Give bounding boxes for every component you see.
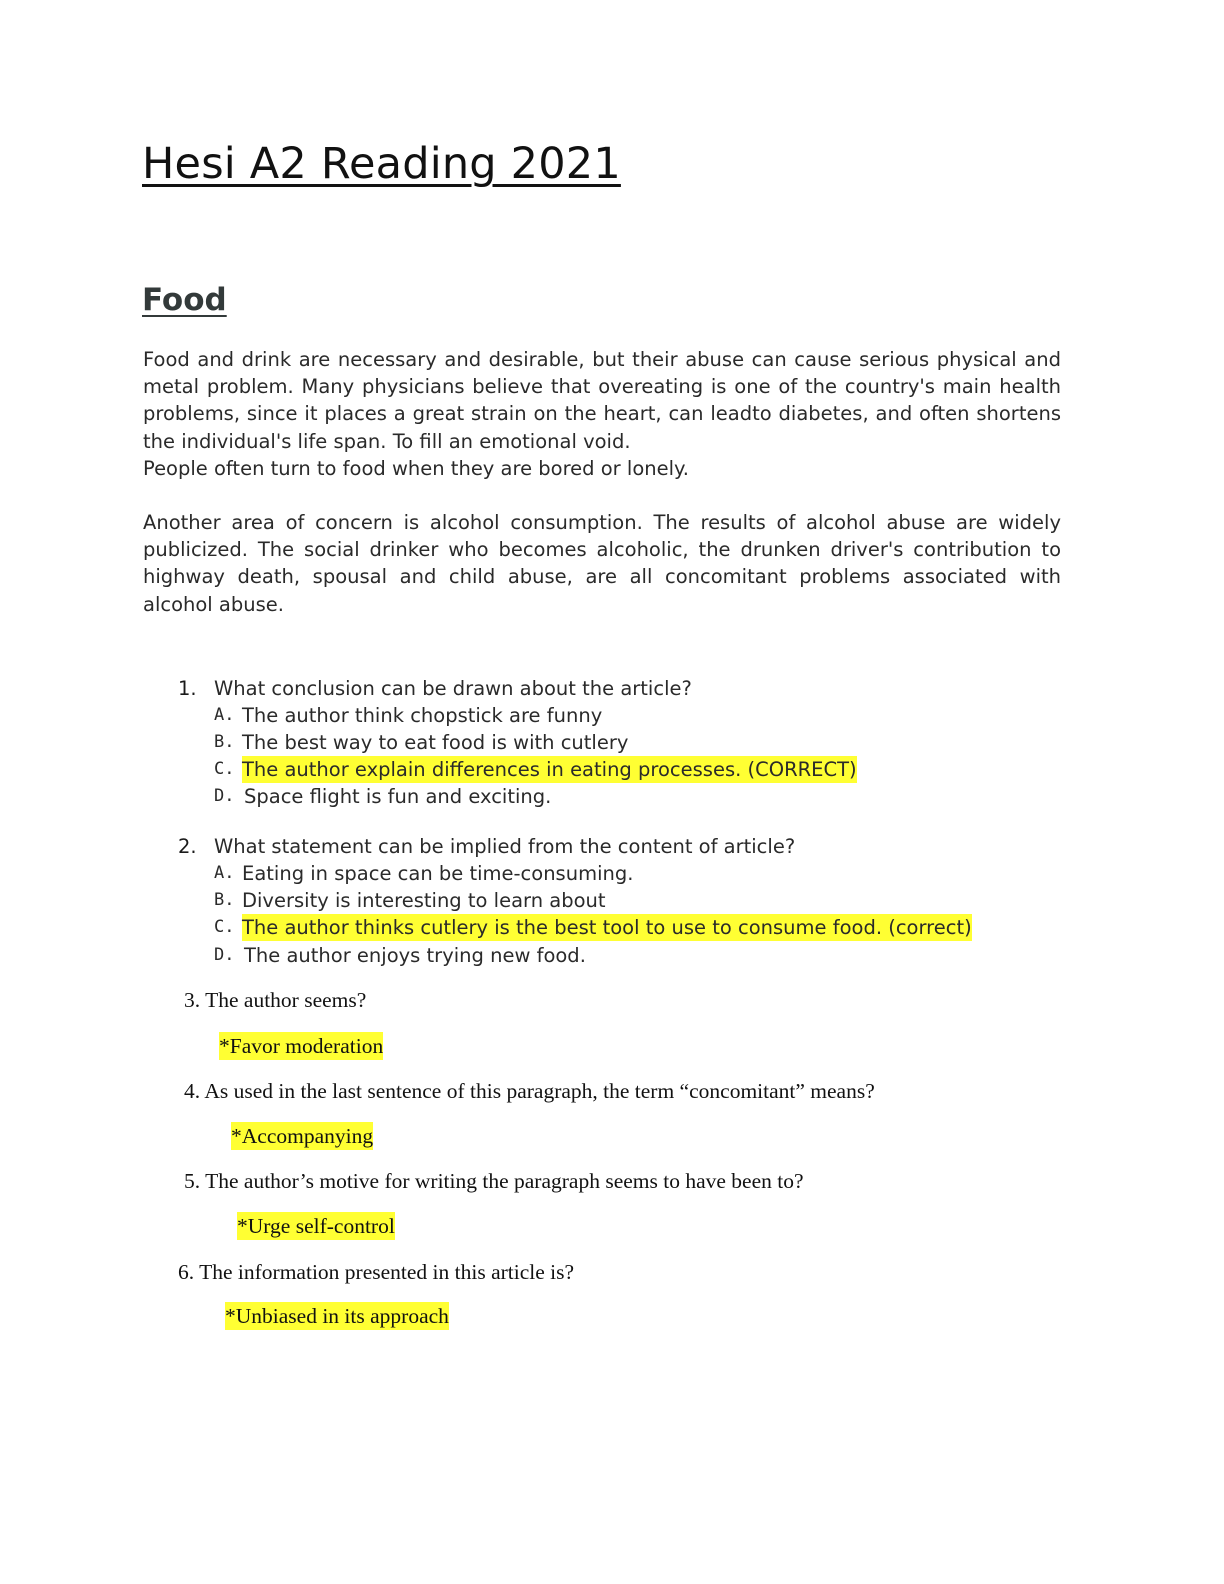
option-letter: C. [214, 917, 235, 937]
short-question: 6. The information presented in this article is? [178, 1260, 575, 1284]
option-text: Eating in space can be time-consuming. [242, 862, 634, 885]
option-letter: B. [214, 890, 235, 910]
option-text: The best way to eat food is with cutlery [242, 731, 629, 754]
question-text: What statement can be implied from the content of article? [214, 835, 796, 858]
option-text: Space flight is fun and exciting. [244, 785, 552, 808]
section-heading-food: Food [142, 282, 227, 318]
option-text-correct: The author thinks cutlery is the best tool to use to consume food. (correct) [242, 914, 972, 941]
option-letter: D. [214, 786, 235, 806]
short-answer: *Unbiased in its approach [225, 1304, 449, 1328]
option-letter: B. [214, 732, 235, 752]
paragraph-food-drink: Food and drink are necessary and desirable, but their abuse can cause serious physical and metal problem. Many physicians believe that overeating is one of the country's main health problems, since it places a great strain on the heart, can leadto diabetes, and often shortens the individual's life span. To fill an emotional void. [143, 348, 1061, 453]
document-title: Hesi A2 Reading 2021 [142, 139, 621, 189]
option-letter: D. [214, 945, 235, 965]
option-text: The author think chopstick are funny [242, 704, 603, 727]
short-question: 3. The author seems? [184, 988, 367, 1012]
short-answer: *Favor moderation [219, 1034, 384, 1058]
paragraph-alcohol: Another area of concern is alcohol consumption. The results of alcohol abuse are widely publicized. The social drinker who becomes alcoholic, the drunken driver's contribution to highway death, spousal and child abuse, are all concomitant problems associated with alcohol abuse. [143, 511, 1061, 616]
question-number: 1. [178, 677, 197, 700]
option-letter: A. [214, 705, 235, 725]
short-answer: *Urge self-control [237, 1214, 395, 1238]
option-text: The author enjoys trying new food. [244, 944, 586, 967]
short-question: 5. The author’s motive for writing the paragraph seems to have been to? [184, 1169, 804, 1193]
option-letter: C. [214, 759, 235, 779]
question-text: What conclusion can be drawn about the article? [214, 677, 692, 700]
short-answer: *Accompanying [231, 1124, 374, 1148]
question-number: 2. [178, 835, 197, 858]
short-question: 4. As used in the last sentence of this paragraph, the term “concomitant” means? [184, 1079, 875, 1103]
paragraph-food-drink-last-line: People often turn to food when they are bored or lonely. [143, 457, 689, 480]
option-text-correct: The author explain differences in eating processes. (CORRECT) [242, 756, 857, 783]
option-text: Diversity is interesting to learn about [242, 889, 606, 912]
option-letter: A. [214, 863, 235, 883]
